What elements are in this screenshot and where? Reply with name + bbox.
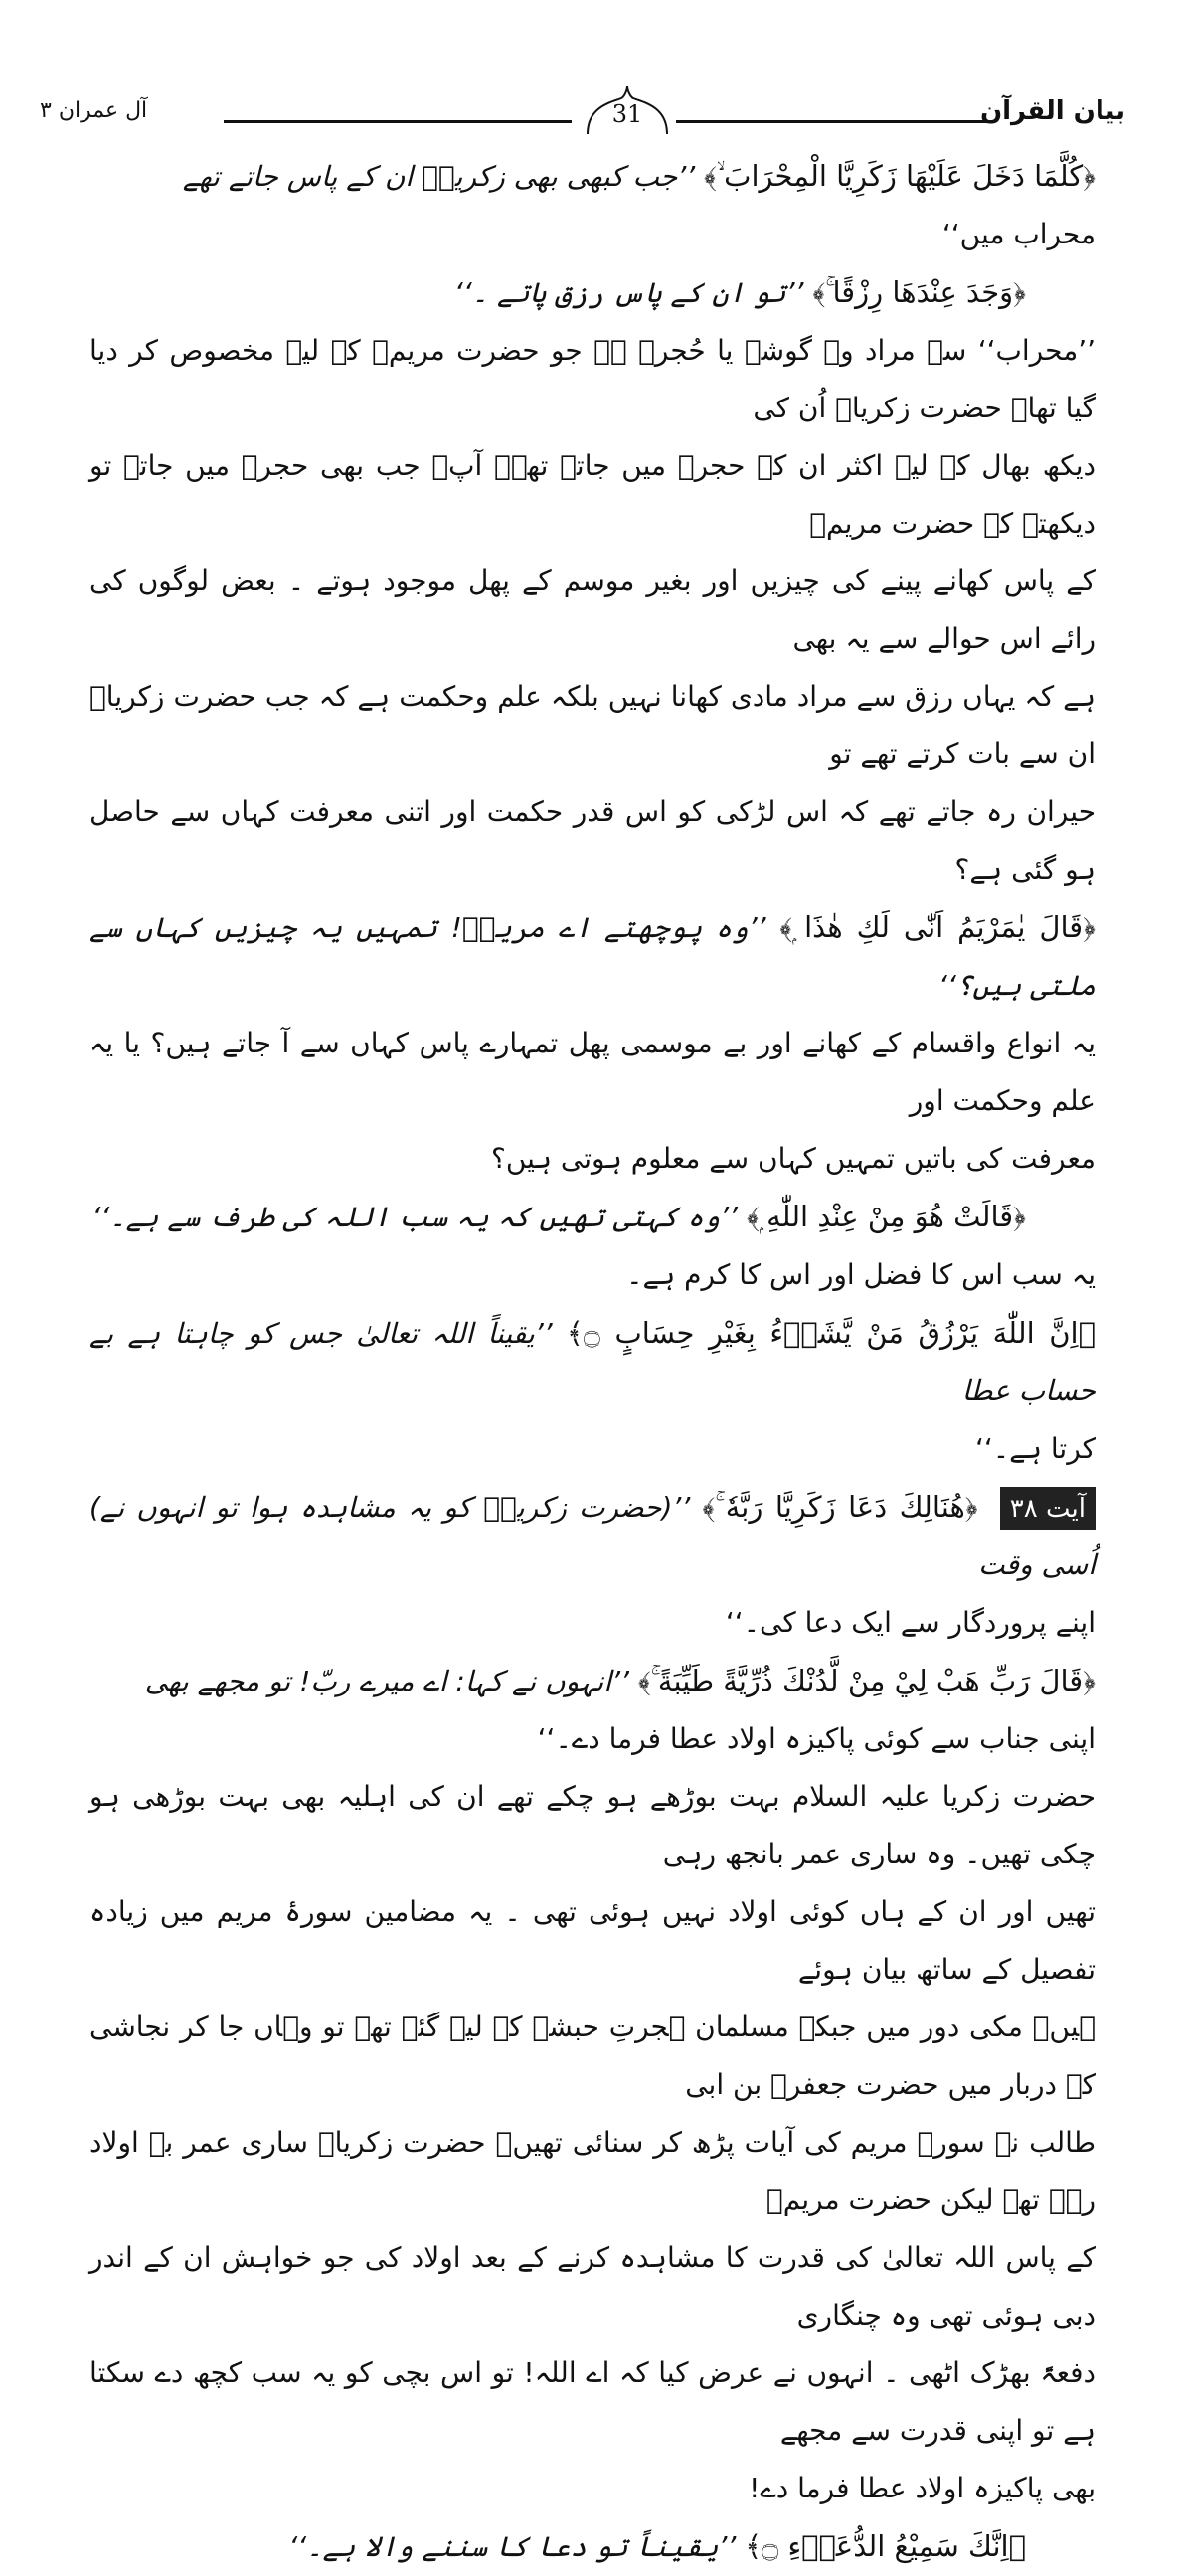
verse-line xyxy=(89,1652,1096,1710)
translation: ’’انہوں نے کہا: اے میرے ربّ! تو مجھے بھی xyxy=(144,1665,629,1697)
verse-line xyxy=(89,1188,1096,1246)
commentary-line: حیران رہ جاتے تھے کہ اس لڑکی کو اس قدر حکمت اور اتنی معرفت کہاں سے حاصل ہو گئی ہے؟ xyxy=(89,795,1096,886)
verse-line xyxy=(89,263,1096,322)
translation: ’’یقیناً تو دعا کا سننے والا ہے۔‘‘ xyxy=(288,2530,737,2563)
page-number: 31 xyxy=(611,100,643,128)
book-title: بیان القرآن xyxy=(979,96,1125,126)
verse-line xyxy=(89,1478,1096,1594)
commentary-line: ’’محراب‘‘ سے مراد وہ گوشہ یا حُجرہ ہے جو حضرت مریمؑ کے لیے مخصوص کر دیا گیا تھا۔ حضرت زکریاؑ اُن کی xyxy=(89,334,1096,424)
commentary-line: ہے کہ یہاں رزق سے مراد مادی کھانا نہیں بلکہ علم وحکمت ہے کہ جب حضرت زکریاؑ ان سے بات کرتے تھے تو xyxy=(89,680,1096,770)
translation: ’’تو ان کے پاس رزق پاتے ۔‘‘ xyxy=(453,276,804,309)
commentary-line: حضرت زکریا علیہ السلام بہت بوڑھے ہو چکے تھے ان کی اہلیہ بھی بہت بوڑھی ہو چکی تھیں۔ وہ ساری عمر بانجھ رہی xyxy=(89,1780,1096,1870)
arabic-verse: ﴿هُنَالِكَ دَعَا زَكَرِيَّا رَبَّهٗ ۚ﴾ xyxy=(702,1490,978,1524)
commentary-line: یہ سب اس کا فضل اور اس کا کرم ہے۔ xyxy=(626,1258,1096,1291)
translation: ’’جب کبھی بھی زکریاؑ ان کے پاس جاتے تھے xyxy=(182,160,696,193)
page-body xyxy=(89,147,1096,2576)
commentary-line: کے پاس اللہ تعالیٰ کی قدرت کا مشاہدہ کرنے کے بعد اولاد کی جو خواہش ان کے اندر دبی ہوئی تھی وہ چنگاری xyxy=(89,2241,1096,2332)
arabic-verse: ﴿اِنَّكَ سَمِيْعُ الدُّعَاۗءِ ۝﴾ xyxy=(745,2529,1026,2563)
translation-continued: کرتا ہے۔‘‘ xyxy=(974,1432,1096,1465)
commentary-line: دفعۃً بھڑک اٹھی ۔ انہوں نے عرض کیا کہ اے اللہ! تو اس بچی کو یہ سب کچھ دے سکتا ہے تو اپنی قدرت سے مجھے xyxy=(89,2356,1096,2447)
translation: ’’وہ کہتی تھیں کہ یہ سب اللہ کی طرف سے ہے۔‘‘ xyxy=(91,1201,739,1233)
commentary-line: معرفت کی باتیں تمہیں کہاں سے معلوم ہوتی ہیں؟ xyxy=(490,1142,1096,1175)
commentary-line: بھی پاکیزہ اولاد عطا فرما دے! xyxy=(749,2472,1096,2504)
translation: ’’یقیناً اللہ تعالیٰ جس کو چاہتا ہے بے حساب عطا xyxy=(89,1317,1096,1407)
header-rule-left xyxy=(224,120,572,123)
verse-line xyxy=(89,1304,1096,1420)
verse-line xyxy=(89,898,1096,1015)
arabic-verse: ﴿وَجَدَ عِنْدَهَا رِزْقًا ۚ﴾ xyxy=(812,275,1026,309)
surah-name: آل عمران ۳ xyxy=(40,98,148,123)
arabic-verse: ﴿كُلَّمَا دَخَلَ عَلَيْهَا زَكَرِيَّا الْمِحْرَابَ ۙ﴾ xyxy=(704,159,1096,193)
ayah-number-tag: آیت ۳۸ xyxy=(1000,1487,1096,1530)
translation: ’’(حضرت زکریاؑ کو یہ مشاہدہ ہوا تو انہوں نے) اُسی وقت xyxy=(89,1491,1096,1581)
arabic-verse: ﴿قَالَتْ هُوَ مِنْ عِنْدِ اللّٰهِ ۭ﴾ xyxy=(746,1200,1026,1233)
commentary-line: دیکھ بھال کے لیے اکثر ان کے حجرے میں جاتے تھے۔ آپؑ جب بھی حجرے میں جاتے تو دیکھتے کہ حضرت مریمؑ xyxy=(89,449,1097,540)
verse-line xyxy=(89,147,1096,206)
translation: ’’وہ پوچھتے اے مریمؑ! تمہیں یہ چیزیں کہاں سے ملتی ہیں؟‘‘ xyxy=(89,911,1096,1002)
verse-line xyxy=(89,2517,1096,2576)
header-rule-right xyxy=(676,120,994,123)
commentary-line: ہیں۔ مکی دور میں جبکہ مسلمان ہجرتِ حبشہ کے لیے گئے تھے تو وہاں جا کر نجاشی کے دربار میں حضرت جعفرؓ بن ابی xyxy=(89,2011,1096,2101)
arabic-verse: ﴿قَالَ رَبِّ هَبْ لِيْ مِنْ لَّدُنْكَ ذُرِّيَّةً طَيِّبَةً ۚ﴾ xyxy=(637,1664,1096,1697)
commentary-line: تھیں اور ان کے ہاں کوئی اولاد نہیں ہوئی تھی ۔ یہ مضامین سورۂ مریم میں زیادہ تفصیل کے ساتھ بیان ہوئے xyxy=(89,1895,1096,1986)
commentary-line: یہ انواع واقسام کے کھانے اور بے موسمی پھل تمہارے پاس کہاں سے آ جاتے ہیں؟ یا یہ علم وحکمت اور xyxy=(89,1027,1096,1117)
arabic-verse: ﴿اِنَّ اللّٰهَ يَرْزُقُ مَنْ يَّشَاۗءُ بِغَيْرِ حِسَابٍ ۝﴾ xyxy=(566,1316,1096,1350)
commentary-line: طالب نے سورۂ مریم کی آیات پڑھ کر سنائی تھیں۔ حضرت زکریاؑ ساری عمر بے اولاد رہے تھے لیکن حضرت مریمؑ xyxy=(89,2126,1096,2216)
arabic-verse: ﴿قَالَ يٰمَرْيَمُ اَنّٰى لَكِ هٰذَا ۭ﴾ xyxy=(779,910,1096,944)
commentary-line: کے پاس کھانے پینے کی چیزیں اور بغیر موسم کے پھل موجود ہوتے ۔ بعض لوگوں کی رائے اس حوالے سے یہ بھی xyxy=(89,564,1096,655)
translation-continued: اپنی جناب سے کوئی پاکیزہ اولاد عطا فرما دے۔‘‘ xyxy=(537,1722,1096,1755)
page-header xyxy=(40,94,1125,144)
translation-continued: اپنے پروردگار سے ایک دعا کی۔‘‘ xyxy=(725,1606,1096,1639)
translation-continued: محراب میں‘‘ xyxy=(941,218,1096,250)
